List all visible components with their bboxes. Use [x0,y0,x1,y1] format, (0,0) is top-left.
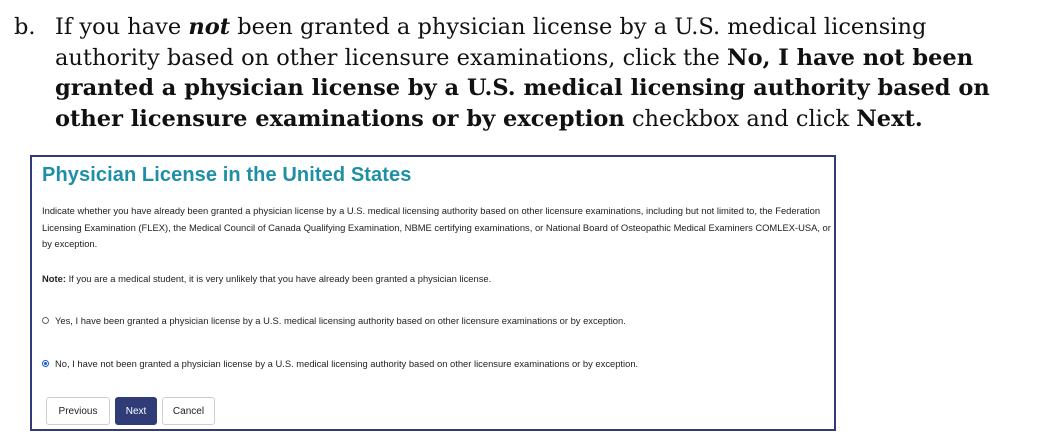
option-no[interactable] [42,358,638,369]
radio-yes[interactable] [42,317,49,324]
instruction-paragraph [14,12,1024,134]
instruction-part3: checkbox and click [624,105,857,132]
panel-description: Indicate whether you have already been granted a physician license by a U.S. medical licensing authority based on other licensure examinations, including but not limited to, the Federation Licensing Examination (FLEX), the Medical Council of Canada Qualifying Examination, NBME certifying examinations, or National Board of Osteopathic Medical Examiners COMLEX-USA, or by exception. [42,205,831,249]
instruction-next: Next. [856,105,923,132]
option-no-label: No, I have not been granted a physician license by a U.S. medical licensing authority based on other licensure examinations or by exception. [55,358,639,369]
instruction-not: not [188,14,231,40]
list-marker: b. [14,14,36,40]
option-yes[interactable] [42,315,626,326]
radio-no[interactable] [42,360,49,367]
instruction-option-name: No, I have not been granted a physician license by a U.S. medical licensing authority based on other licensure examinations or by exception [55,44,990,132]
instruction-part2: been granted a physician license by a U.S. medical licensing authority based on other licensure examinations, click the [55,14,927,71]
panel-title: Physician License in the United States [42,164,412,186]
physician-license-panel [30,155,836,431]
next-button[interactable]: Next [115,397,157,425]
instruction-text [55,12,1024,134]
option-yes-label: Yes, I have been granted a physician license by a U.S. medical licensing authority based on other licensure examinations or by exception. [55,315,626,326]
cancel-button[interactable]: Cancel [162,397,215,425]
instruction-part1: If you have [55,14,189,40]
panel-note [42,273,491,284]
previous-button[interactable]: Previous [46,397,110,425]
note-label: Note: [42,273,66,284]
note-text: If you are a medical student, it is very unlikely that you have already been granted a physician license. [65,273,492,284]
